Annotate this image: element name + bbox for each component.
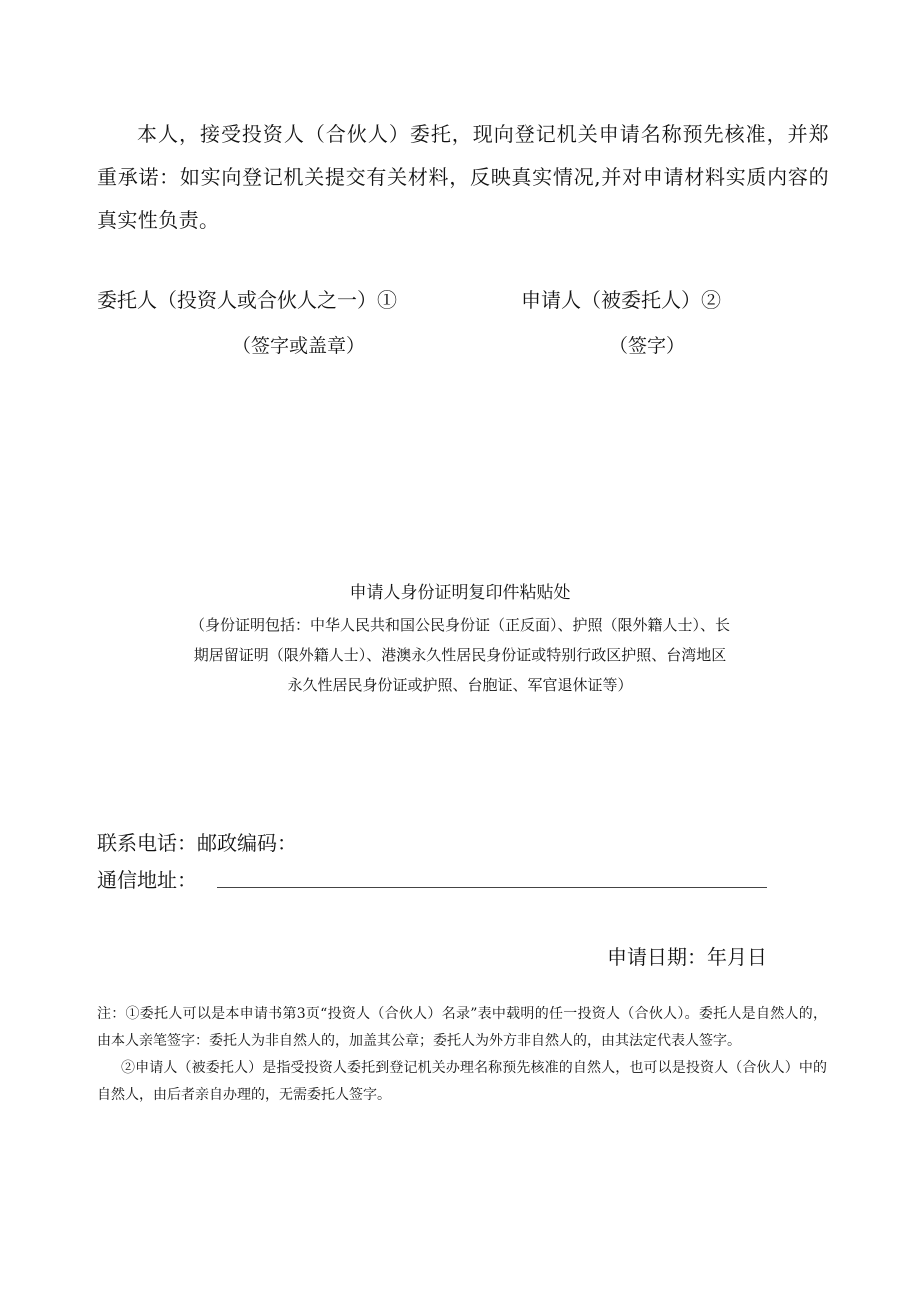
paste-area-desc-line: 期居留证明（限外籍人士）、港澳永久性居民身份证或特别行政区护照、台湾地区 [193,646,727,664]
phone-postcode-label: 联系电话：邮政编码： [97,831,297,855]
address-label: 通信地址： [97,868,197,892]
application-date-label: 申请日期：年月日 [607,945,767,969]
applicant-signature-note: （签字） [609,335,686,357]
footnote-1: 注：①委托人可以是本申请书第3页“投资人（合伙人）名录”表中载明的任一投资人（合伙人）。委托人是自然人的，由本人亲笔签字：委托人为非自然人的，加盖其公章；委托人为外方非自然人的，由其法定代表人签字。 [97,1006,827,1049]
footnotes [97,1001,827,1109]
footnote-2: ②申请人（被委托人）是指受投资人委托到登记机关办理名称预先核准的自然人，也可以是投资人（合伙人）中的自然人，由后者亲自办理的，无需委托人签字。 [97,1060,827,1103]
paste-area-desc-line: 永久性居民身份证或护照、台胞证、军官退休证等） [287,676,633,694]
principal-signature-label: 委托人（投资人或合伙人之一）① [97,288,397,312]
id-copy-paste-area [110,580,810,700]
principal-signature-note: （签字或盖章） [232,335,366,357]
address-fill-line[interactable] [217,887,767,888]
paste-area-title: 申请人身份证明复印件粘贴处 [349,583,571,603]
commitment-statement: 本人，接受投资人（合伙人）委托，现向登记机关申请名称预先核准，并郑重承诺：如实向登记机关提交有关材料，反映真实情况,并对申请材料实质内容的真实性负责。 [97,122,829,232]
applicant-signature-label: 申请人（被委托人）② [521,288,721,312]
paste-area-desc-line: （身份证明包括：中华人民共和国公民身份证（正反面）、护照（限外籍人士）、长 [189,616,730,634]
